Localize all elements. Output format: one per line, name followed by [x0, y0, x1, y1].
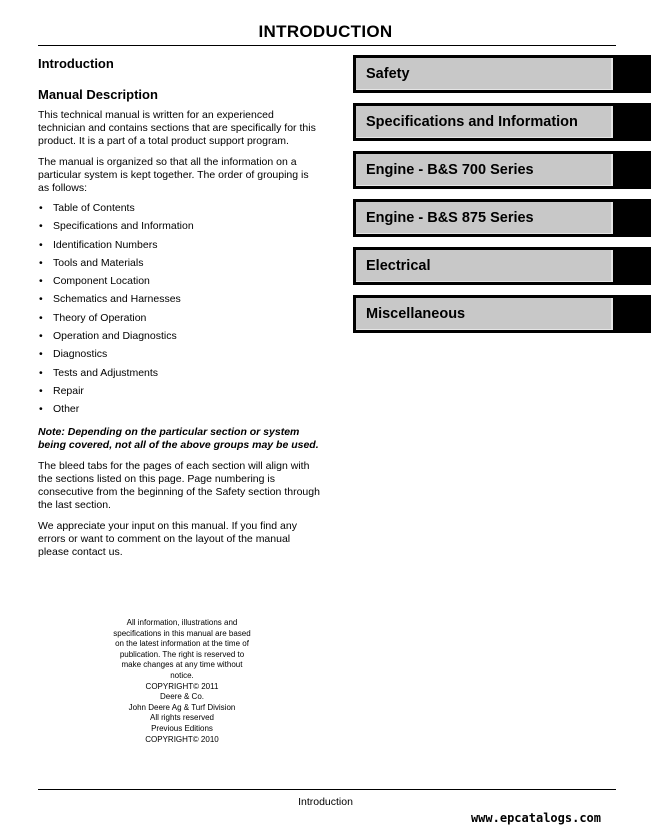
bullet-icon: • [39, 330, 43, 343]
section-heading-introduction: Introduction [38, 56, 114, 71]
tab-electrical[interactable] [353, 247, 651, 285]
bullet-icon: • [39, 202, 43, 214]
tab-label: Electrical [356, 250, 613, 282]
list-item: • Diagnostics [38, 345, 320, 363]
copyright-notice [106, 618, 258, 745]
paragraph-purpose: This technical manual is written for an experienced technician and contains sections that are specifically for this product. It is a part of a total product support program. [38, 109, 316, 147]
grouping-list [38, 199, 320, 419]
note-paragraph: Note: Depending on the particular section or system being covered, not all of the above groups may be used. [38, 425, 319, 451]
list-item: • Specifications and Information [38, 217, 320, 235]
list-item: • Tools and Materials [38, 254, 320, 272]
list-item: • Component Location [38, 272, 320, 290]
bullet-icon: • [39, 348, 43, 361]
list-item: • Schematics and Harnesses [38, 290, 320, 308]
top-divider [38, 45, 616, 46]
list-item: • Identification Numbers [38, 236, 320, 254]
bullet-icon: • [39, 403, 43, 416]
tab-label: Engine - B&S 700 Series [356, 154, 613, 186]
bullet-icon: • [39, 275, 43, 288]
bullet-icon: • [39, 293, 43, 306]
tab-safety[interactable] [353, 55, 651, 93]
tab-label: Engine - B&S 875 Series [356, 202, 613, 234]
footer-section-label: Introduction [298, 796, 353, 808]
tab-specifications-and-information[interactable] [353, 103, 651, 141]
section-bleed-tabs [353, 55, 651, 343]
copyright-line: make changes at any time without [121, 660, 243, 670]
copyright-line: COPYRIGHT© 2011 [145, 681, 219, 691]
bullet-icon: • [39, 384, 43, 397]
tab-engine-bs-700-series[interactable] [353, 151, 651, 189]
copyright-line: All rights reserved [149, 713, 215, 723]
bullet-icon: • [39, 220, 43, 233]
bullet-icon: • [39, 256, 43, 269]
copyright-line: All information, illustrations and [126, 618, 238, 627]
copyright-line: John Deere Ag & Turf Division [128, 702, 236, 712]
copyright-line: COPYRIGHT© 2010 [145, 734, 219, 744]
paragraph-bleed-tabs: The bleed tabs for the pages of each section will align with the sections listed on this page. Page numbering is consecutive from the beginning of the Safety section through the last section. [38, 459, 320, 511]
list-item: • Table of Contents [38, 199, 320, 217]
copyright-line: specifications in this manual are based [113, 628, 251, 638]
copyright-line: Previous Editions [151, 723, 213, 733]
tab-miscellaneous[interactable] [353, 295, 651, 333]
bullet-icon: • [39, 311, 43, 324]
list-item: • Theory of Operation [38, 309, 320, 327]
tab-engine-bs-875-series[interactable] [353, 199, 651, 237]
copyright-line: Deere & Co. [159, 692, 205, 702]
bullet-icon: • [39, 366, 43, 379]
copyright-line: notice. [170, 670, 194, 680]
tab-label: Miscellaneous [356, 298, 613, 330]
section-heading-manual-description: Manual Description [38, 87, 158, 102]
paragraph-organization: The manual is organized so that all the information on a particular system is kept together. The order of grouping is as follows: [38, 156, 309, 194]
copyright-line: publication. The right is reserved to [119, 649, 245, 659]
bottom-divider [38, 789, 616, 790]
paragraph-feedback: We appreciate your input on this manual. If you find any errors or want to comment on the layout of the manual please contact us. [38, 519, 297, 558]
watermark-url: www.epcatalogs.com [470, 811, 601, 825]
list-item: • Tests and Adjustments [38, 364, 320, 382]
list-item: • Other [38, 400, 320, 418]
copyright-line: on the latest information at the time of [115, 639, 249, 649]
tab-label: Safety [356, 58, 613, 90]
list-item: • Operation and Diagnostics [38, 327, 320, 345]
intro-text-column [38, 56, 320, 559]
list-item: • Repair [38, 382, 320, 400]
bullet-icon: • [39, 238, 43, 251]
tab-label: Specifications and Information [356, 106, 613, 138]
page-title: INTRODUCTION [258, 22, 393, 41]
